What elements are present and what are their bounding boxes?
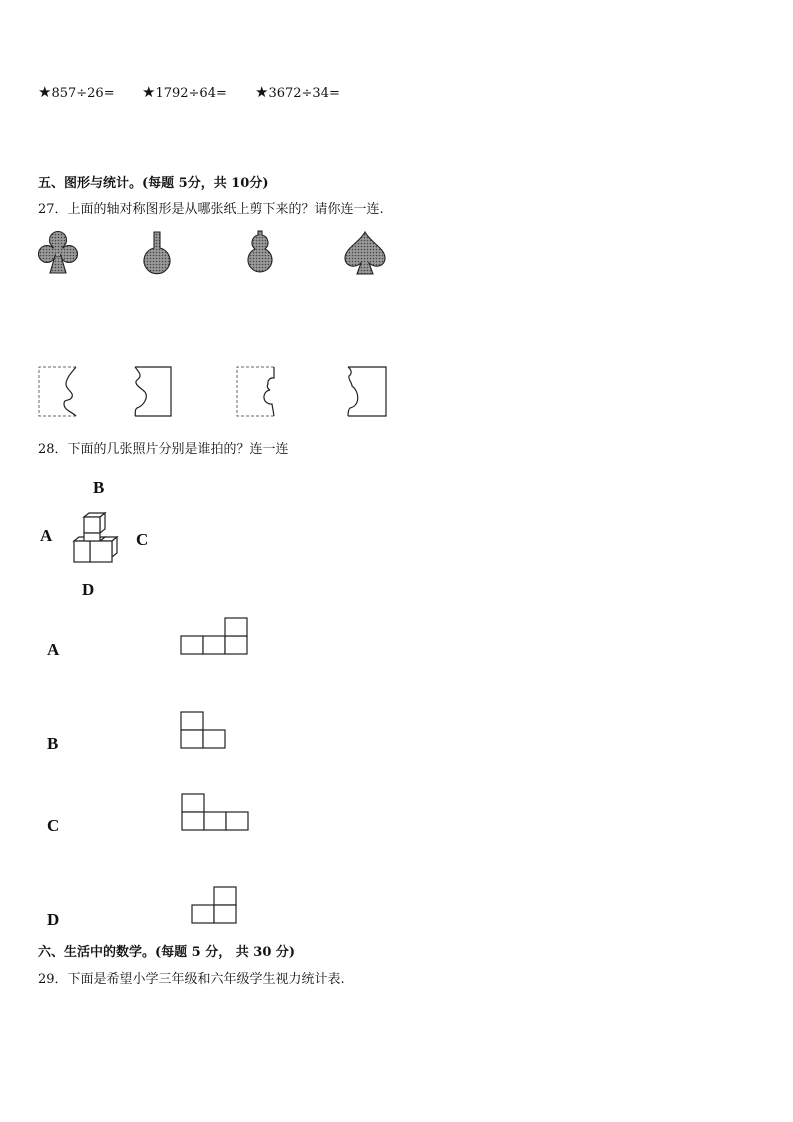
calc-item-2: [142, 83, 227, 101]
spade-shape-icon: [342, 230, 388, 276]
view-c-grid: [181, 793, 253, 833]
calc-item-1: [38, 83, 115, 101]
folded-paper-2-icon: [131, 366, 173, 418]
viewer-label-b: B: [93, 478, 105, 497]
question-28-text: 28．下面的几张照片分别是谁拍的？连一连: [38, 442, 289, 457]
view-a-grid: [180, 617, 250, 657]
keyhole-shape-icon: [140, 230, 174, 276]
folded-paper-3-icon: [236, 366, 278, 418]
viewer-label-d: D: [82, 580, 95, 599]
calc-expression: 857÷26=: [51, 86, 115, 101]
cube-stack-icon: [72, 512, 122, 566]
calc-expression: 1792÷64=: [155, 86, 227, 101]
view-label-a: A: [47, 640, 60, 659]
question-27-text: 27．上面的轴对称图形是从哪张纸上剪下来的？请你连一连.: [38, 202, 384, 217]
gourd-shape-icon: [243, 230, 277, 276]
star-icon: ★: [142, 83, 156, 101]
star-icon: ★: [255, 83, 269, 101]
viewer-label-a: A: [40, 526, 53, 545]
calc-item-3: [255, 83, 340, 101]
section-6-heading: 六、生活中的数学。(每题 5 分， 共 30 分): [38, 945, 296, 960]
view-b-grid: [180, 711, 228, 751]
club-shape-icon: [36, 230, 80, 276]
folded-paper-1-icon: [38, 366, 80, 418]
view-label-c: C: [47, 816, 60, 835]
section-5-heading: 五、图形与统计。(每题 5分，共 10分): [38, 176, 269, 191]
view-d-grid: [191, 886, 241, 926]
star-icon: ★: [38, 83, 52, 101]
view-label-b: B: [47, 734, 59, 753]
viewer-label-c: C: [136, 530, 149, 549]
calc-expression: 3672÷34=: [268, 86, 340, 101]
question-29-text: 29．下面是希望小学三年级和六年级学生视力统计表.: [38, 972, 345, 987]
view-label-d: D: [47, 910, 60, 929]
folded-paper-4-icon: [346, 366, 388, 418]
